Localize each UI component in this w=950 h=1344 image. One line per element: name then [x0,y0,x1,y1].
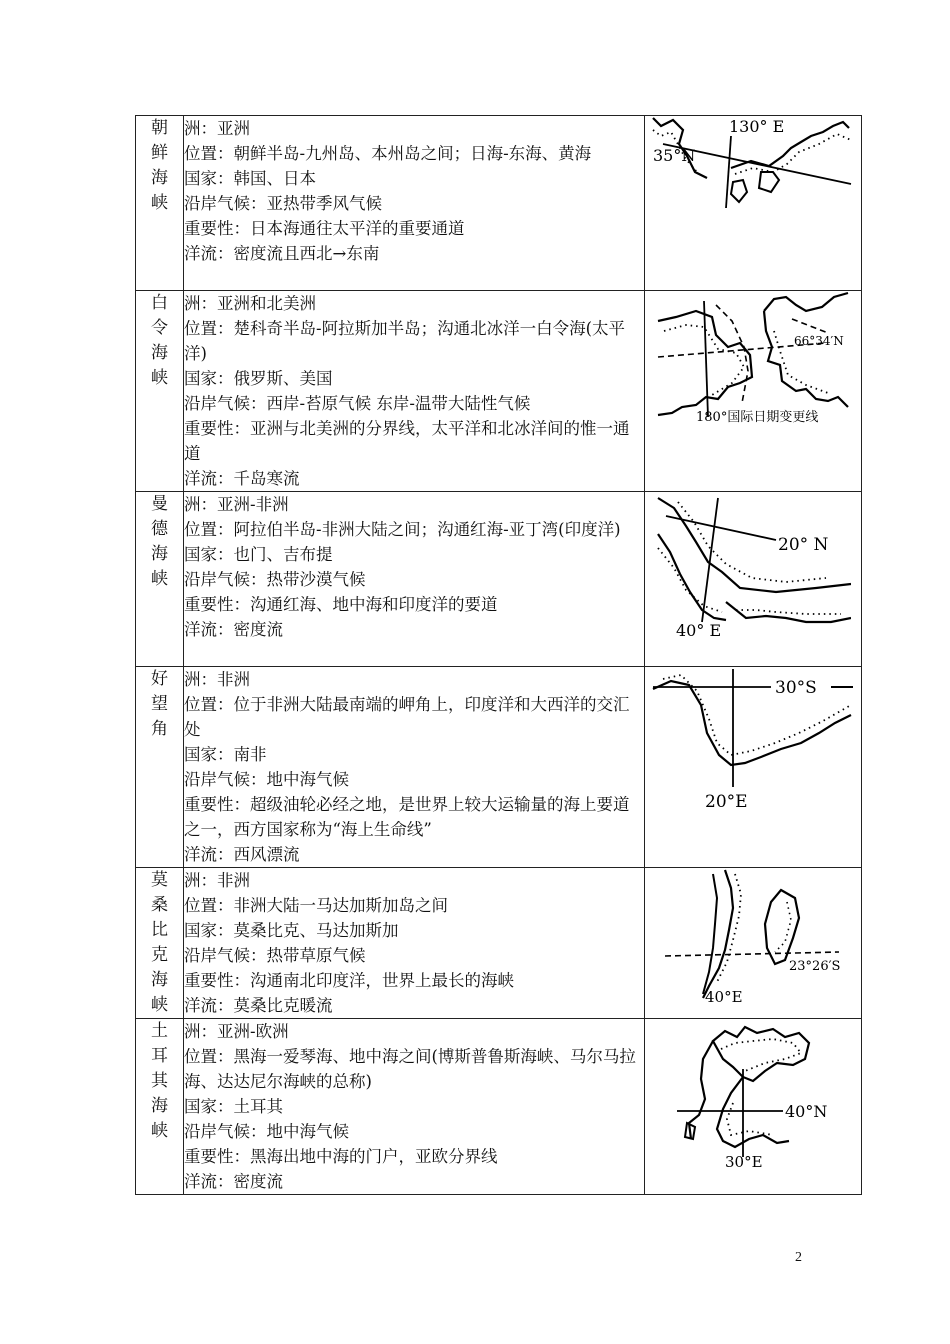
anatolia-coastline [717,1077,789,1147]
climate-line: 沿岸气候：热带草原气候 [184,946,366,965]
strait-name-cell [136,492,184,667]
countries-line: 国家：韩国、日本 [184,169,316,188]
madagascar-coast-dots [775,902,791,952]
latitude-label: 20° N [777,535,828,555]
importance-line: 重要性：黑海出地中海的门户，亚欧分界线 [184,1147,498,1166]
mozambique-channel-map [663,868,843,1006]
strait-name: 白令海峡 [151,293,168,388]
bering-strait-map [656,291,851,423]
continent-line: 洲：亚洲 [184,119,250,138]
strait-info-cell [184,868,645,1019]
africa-coastline [658,534,726,620]
location-line: 位置：楚科奇半岛-阿拉斯加半岛；沟通北冰洋一白令海(太平洋) [184,319,626,363]
strait-name: 好望角 [151,669,168,739]
page-number: 2 [795,1250,802,1265]
strait-map-cell [645,291,862,492]
strait-map-cell [645,492,862,667]
table-row [136,868,862,1019]
current-line: 洋流：密度流 [184,620,283,639]
climate-line: 沿岸气候：热带沙漠气候 [184,570,366,589]
strait-map-cell [645,868,862,1019]
current-line: 洋流：密度流且西北→东南 [184,244,380,263]
strait-info-cell [184,1019,645,1195]
countries-line: 国家：也门、吉布提 [184,545,333,564]
cape-of-good-hope-map [651,667,856,812]
kyushu-island [759,172,779,192]
continent-line: 洲：非洲 [184,670,250,689]
longitude-label: 40° E [675,621,721,640]
location-line: 位置：朝鲜半岛-九州岛、本州岛之间；日海-东海、黄海 [184,144,592,163]
africa-coast-dots [658,548,722,612]
north-america-west-coast [764,311,848,407]
countries-line: 国家：南非 [184,745,267,764]
latitude-label: 40°N [785,1102,828,1121]
somalia-coast-dots [736,610,841,614]
table-row [136,291,862,492]
longitude-180-line [704,301,708,417]
latitude-label: 23°26′S [789,959,841,974]
black-sea-outline [713,1027,809,1081]
north-america-north-coast [764,293,848,311]
longitude-label: 130° E [728,117,784,136]
continent-line: 洲：非洲 [184,871,250,890]
table-row [136,492,862,667]
japan-coast-dots [735,134,851,174]
strait-name: 曼德海峡 [151,494,168,589]
strait-map-cell [645,667,862,868]
importance-line: 重要性：沟通红海、地中海和印度洋的要道 [184,595,498,614]
tropic-line [665,952,839,956]
importance-line: 重要性：超级油轮必经之地，是世界上较大运输量的海上要道之一，西方国家称为“海上生命线” [184,795,630,839]
location-line: 位置：非洲大陆一马达加斯加岛之间 [184,896,448,915]
current-line: 洋流：千岛寒流 [184,469,300,488]
strait-name: 莫桑比克海峡 [151,870,168,1015]
longitude-line [726,136,731,208]
longitude-label: 30°E [725,1153,763,1169]
strait-name-cell [136,116,184,291]
location-line: 位置：黑海一爱琴海、地中海之间(博斯普鲁斯海峡、马尔马拉海、达达尼尔海峡的总称) [184,1047,636,1091]
table-row [136,667,862,868]
current-line: 洋流：西风漂流 [184,845,300,864]
climate-line: 沿岸气候：地中海气候 [184,770,349,789]
current-line: 洋流：莫桑比克暖流 [184,996,333,1015]
balkan-coastline [689,1041,713,1139]
asia-coast-dots [664,325,744,395]
importance-line: 重要性：亚洲与北美洲的分界线，太平洋和北冰洋间的惟一通道 [184,419,630,463]
latitude-label: 66°34′N [793,334,844,348]
strait-name-cell [136,1019,184,1195]
strait-name-cell [136,667,184,868]
continent-line: 洲：亚洲-欧洲 [184,1022,289,1041]
anatolia-coast-dots [727,1103,773,1135]
latitude-label: 35°N [652,146,695,165]
longitude-label: 40°E [705,988,743,1006]
location-line: 位置：阿拉伯半岛-非洲大陆之间；沟通红海-亚丁湾(印度洋) [184,520,621,539]
longitude-label: 20°E [704,792,748,812]
current-line: 洋流：密度流 [184,1172,283,1191]
strait-name: 土耳其海峡 [151,1021,168,1141]
climate-line: 沿岸气候：亚热带季风气候 [184,194,382,213]
location-line: 位置：位于非洲大陆最南端的岬角上，印度洋和大西洋的交汇处 [184,695,630,739]
table-row [136,116,862,291]
countries-line: 国家：莫桑比克、马达加斯加 [184,921,399,940]
countries-line: 国家：俄罗斯、美国 [184,369,333,388]
longitude-line [702,498,718,622]
date-line-label: 180°国际日期变更线 [695,410,818,423]
table-row [136,1019,862,1195]
straits-table [135,115,862,1195]
importance-line: 重要性：日本海通往太平洋的重要通道 [184,219,465,238]
climate-line: 沿岸气候：西岸-苔原气候 东岸-温带大陆性气候 [184,394,531,413]
tsushima-island [731,180,747,202]
strait-info-cell [184,492,645,667]
latitude-line [666,516,776,540]
strait-map-cell [645,116,862,291]
continent-line: 洲：亚洲和北美洲 [184,294,316,313]
date-line-dashed [716,305,748,403]
strait-name: 朝鲜海峡 [151,118,168,213]
bab-el-mandeb-map [656,492,851,642]
strait-info-cell [184,116,645,291]
strait-info-cell [184,667,645,868]
turkish-straits-map [673,1019,833,1169]
climate-line: 沿岸气候：地中海气候 [184,1122,349,1141]
strait-name-cell [136,291,184,492]
countries-line: 国家：土耳其 [184,1097,283,1116]
latitude-label: 30°S [774,678,817,698]
strait-info-cell [184,291,645,492]
continent-line: 洲：亚洲-非洲 [184,495,289,514]
korea-strait-map [651,116,856,211]
somalia-coastline [726,602,851,622]
latitude-pointer [792,319,828,333]
importance-line: 重要性：沟通南北印度洋，世界上最长的海峡 [184,971,514,990]
strait-name-cell [136,868,184,1019]
strait-map-cell [645,1019,862,1195]
south-africa-coastline [653,681,851,765]
